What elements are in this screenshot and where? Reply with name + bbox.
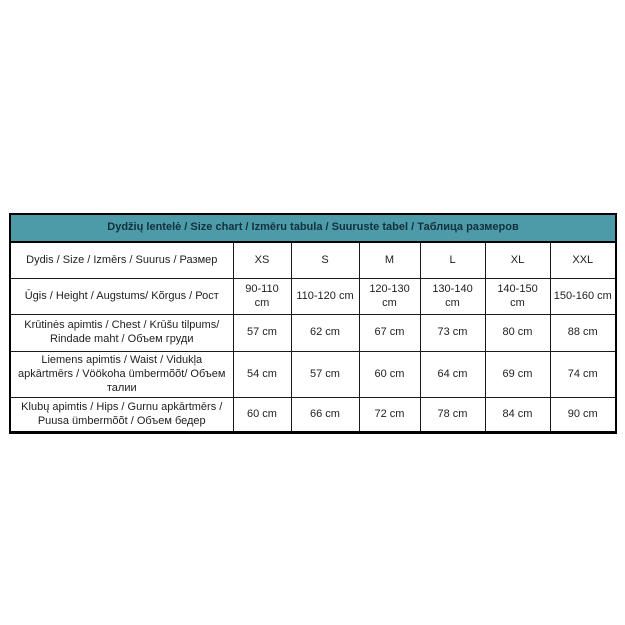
size-col-xxl: XXL xyxy=(550,242,616,279)
value-cell: 62 cm xyxy=(291,315,359,352)
table-row-chest xyxy=(10,315,616,352)
value-cell: 57 cm xyxy=(233,315,291,352)
size-col-l: L xyxy=(420,242,485,279)
value-cell: 84 cm xyxy=(485,398,550,433)
row-label-chest: Krūtinės apimtis / Chest / Krūšu tilpums/ Rindade maht / Объем груди xyxy=(10,315,233,352)
size-chart-table xyxy=(9,213,617,434)
table-title-row xyxy=(10,214,616,242)
value-cell: 120-130 cm xyxy=(359,279,420,315)
value-cell: 66 cm xyxy=(291,398,359,433)
table-row-waist xyxy=(10,352,616,398)
value-cell: 90-110 cm xyxy=(233,279,291,315)
value-cell: 60 cm xyxy=(233,398,291,433)
value-cell: 72 cm xyxy=(359,398,420,433)
value-cell: 110-120 cm xyxy=(291,279,359,315)
table-row-height xyxy=(10,279,616,315)
value-cell: 150-160 cm xyxy=(550,279,616,315)
value-cell: 78 cm xyxy=(420,398,485,433)
value-cell: 140-150 cm xyxy=(485,279,550,315)
value-cell: 130-140 cm xyxy=(420,279,485,315)
value-cell: 73 cm xyxy=(420,315,485,352)
value-cell: 57 cm xyxy=(291,352,359,398)
row-label-hips: Klubų apimtis / Hips / Gurnu apkārtmērs / Puusa ümbermõõt / Объем бедер xyxy=(10,398,233,433)
value-cell: 67 cm xyxy=(359,315,420,352)
value-cell: 64 cm xyxy=(420,352,485,398)
value-cell: 74 cm xyxy=(550,352,616,398)
size-header-row xyxy=(10,242,616,279)
value-cell: 60 cm xyxy=(359,352,420,398)
size-col-xs: XS xyxy=(233,242,291,279)
value-cell: 80 cm xyxy=(485,315,550,352)
value-cell: 90 cm xyxy=(550,398,616,433)
size-row-label: Dydis / Size / Izmērs / Suurus / Размер xyxy=(10,242,233,279)
row-label-height: Ūgis / Height / Augstums/ Kõrgus / Рост xyxy=(10,279,233,315)
value-cell: 69 cm xyxy=(485,352,550,398)
size-col-s: S xyxy=(291,242,359,279)
value-cell: 54 cm xyxy=(233,352,291,398)
table-row-hips xyxy=(10,398,616,433)
table-title: Dydžių lentelė / Size chart / Izmēru tabula / Suuruste tabel / Таблица размеров xyxy=(10,214,616,242)
row-label-waist: Liemens apimtis / Waist / Vidukļa apkārtmērs / Vöökoha ümbermõõt/ Объем талии xyxy=(10,352,233,398)
size-col-m: M xyxy=(359,242,420,279)
value-cell: 88 cm xyxy=(550,315,616,352)
size-col-xl: XL xyxy=(485,242,550,279)
